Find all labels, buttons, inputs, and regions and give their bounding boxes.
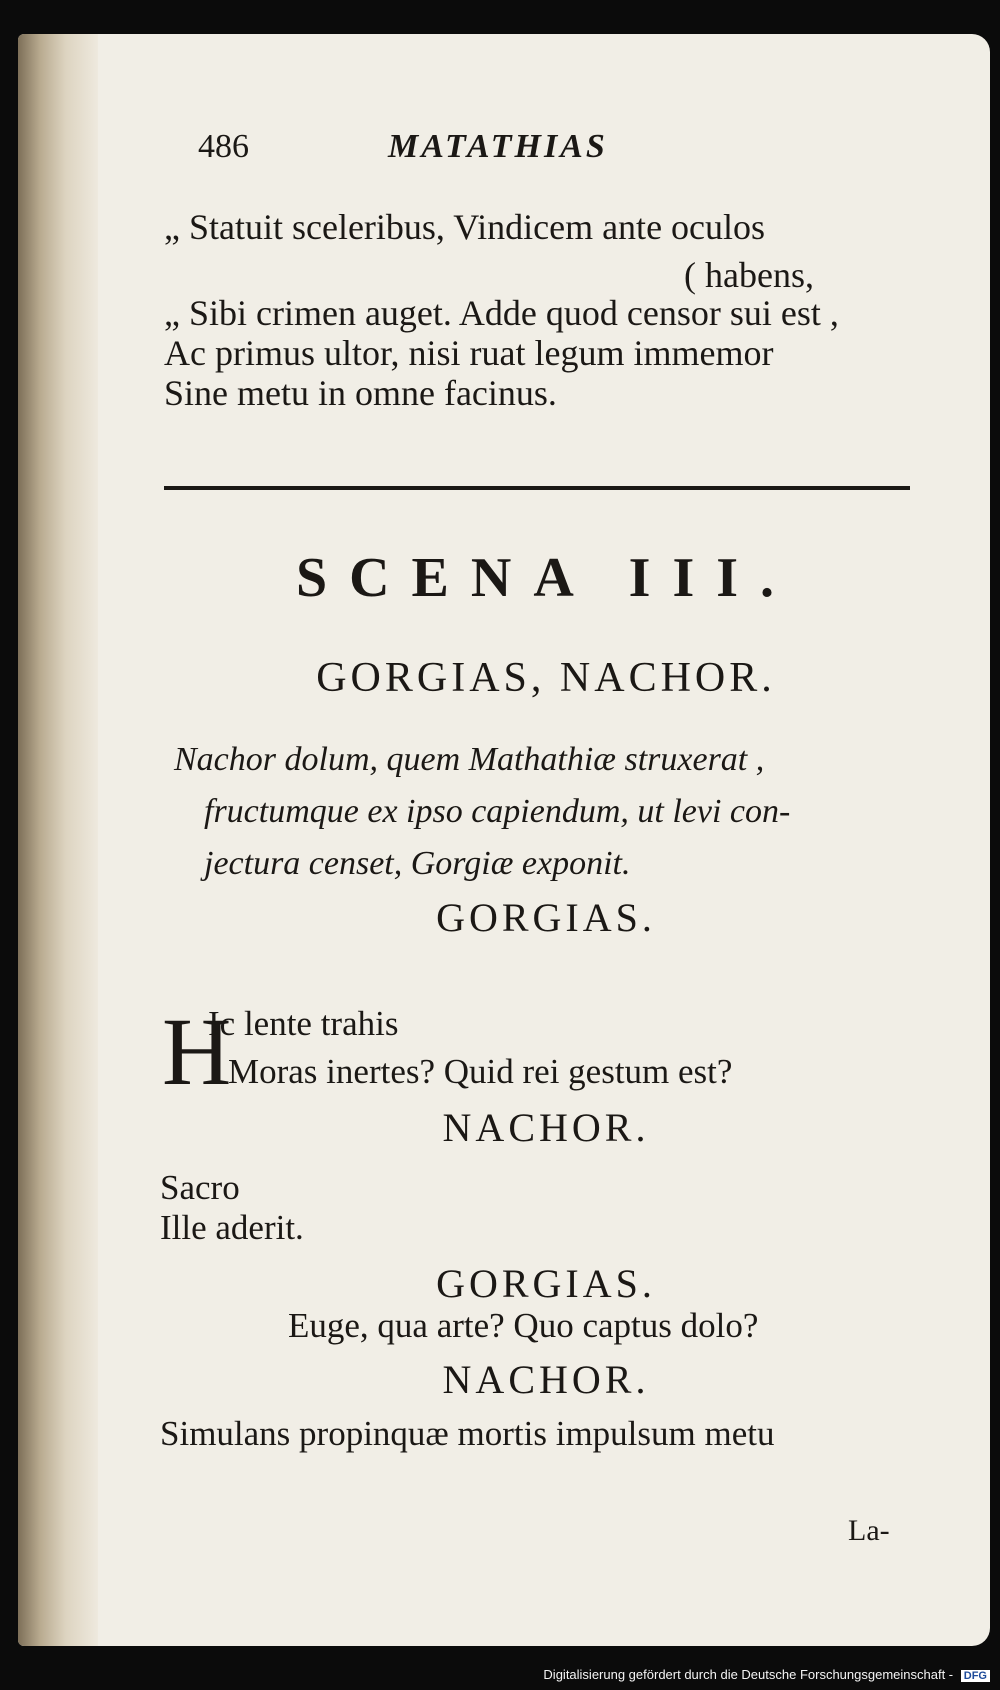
- dialogue-line: Ic lente trahis: [208, 1004, 399, 1043]
- credit-text: Digitalisierung gefördert durch die Deutsche Forschungsgemeinschaft -: [543, 1667, 954, 1682]
- drop-cap: H: [162, 998, 232, 1105]
- dialogue-line: Sacro: [160, 1168, 240, 1207]
- catchword: La-: [848, 1514, 890, 1547]
- running-title: MATATHIAS: [388, 128, 608, 165]
- summary-line: jectura censet, Gorgiæ exponit.: [204, 845, 631, 882]
- speaker-name: GORGIAS.: [436, 1261, 656, 1306]
- scene-speakers: GORGIAS, NACHOR.: [316, 655, 776, 701]
- verse-line: Ac primus ultor, nisi ruat legum immemor: [164, 333, 774, 373]
- dialogue-line: Euge, qua arte? Quo captus dolo?: [288, 1306, 759, 1345]
- speaker-name: NACHOR.: [442, 1357, 650, 1402]
- scene-title: SCENA III.: [295, 547, 797, 609]
- verse-line: Sine metu in omne facinus.: [164, 373, 557, 413]
- dfg-logo: DFG: [961, 1670, 990, 1682]
- page-header: [146, 94, 926, 164]
- speaker-name: NACHOR.: [442, 1105, 650, 1150]
- summary-line: fructumque ex ipso capiendum, ut levi con-: [204, 793, 791, 830]
- page-content: [146, 94, 926, 1547]
- speaker-name: GORGIAS.: [436, 895, 656, 940]
- scene-summary: [174, 734, 930, 890]
- dialogue-line: Ille aderit.: [160, 1208, 304, 1247]
- digitization-credit: [543, 1667, 990, 1682]
- section-rule: [164, 486, 910, 490]
- dialogue-line: Moras inertes? Quid rei gestum est?: [228, 1052, 733, 1091]
- book-page: [18, 34, 990, 1646]
- verse-line: „ Sibi crimen auget. Adde quod censor sui est ,: [164, 293, 839, 333]
- book-spine: [18, 34, 98, 1646]
- page-number: 486: [198, 128, 249, 165]
- summary-line: Nachor dolum, quem Mathathiæ struxerat ,: [174, 741, 765, 778]
- verse-line: „ Statuit sceleribus, Vindicem ante oculos: [164, 207, 766, 247]
- dialogue-line: Simulans propinquæ mortis impulsum metu: [160, 1414, 775, 1453]
- verse-line: ( habens,: [684, 255, 814, 295]
